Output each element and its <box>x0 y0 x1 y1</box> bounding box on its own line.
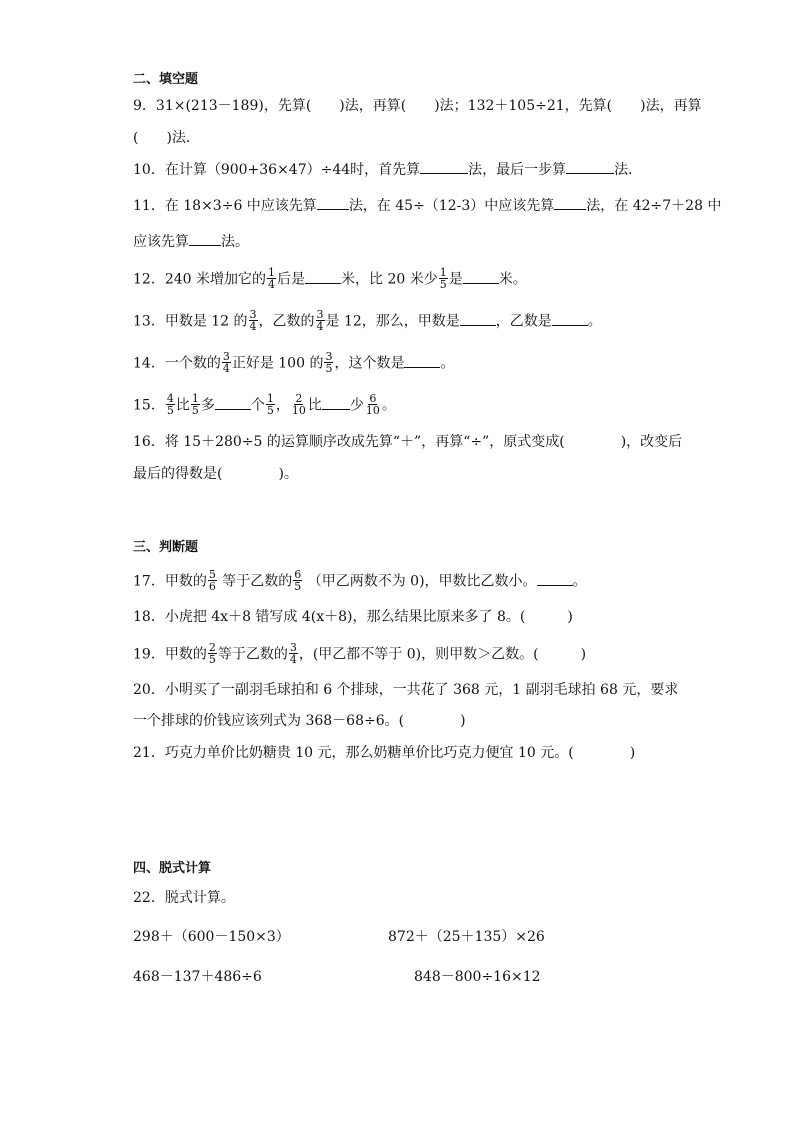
question-18: 18．小虎把 4x＋8 错写成 4(x＋8)，那么结果比原来多了 8。( ) <box>133 609 573 625</box>
question-19: 19．甲数的 $\frac{2}{5}$ 等于乙数的 $\frac{3}{4}$ ，(甲乙都不等于 0)，则甲数＞乙数。( ) <box>133 641 587 666</box>
answer-blank[interactable] <box>404 355 440 368</box>
answer-blank[interactable] <box>554 197 586 210</box>
answer-blank[interactable] <box>420 161 468 174</box>
answer-blank[interactable] <box>322 397 350 410</box>
question-14: 14．一个数的 $\frac{3}{4}$ 正好是 100 的 $\frac{3}{5}$ ，这个数是 。 <box>133 350 455 375</box>
expression-1: 298＋（600－150×3） <box>133 929 290 945</box>
question-11-line-2: 应该先算 法。 <box>133 234 249 250</box>
answer-blank[interactable] <box>317 197 349 210</box>
question-9-line-2: ( )法． <box>133 130 200 146</box>
answer-blank[interactable] <box>566 161 614 174</box>
fraction: $\frac{6}{5}$ <box>294 568 302 593</box>
question-16-line-2: 最后的得数是( )。 <box>133 466 298 482</box>
question-21: 21．巧克力单价比奶糖贵 10 元，那么奶糖单价比巧克力便宜 10 元。( ) <box>133 745 636 761</box>
fraction: $\frac{4}{5}$ <box>166 392 174 417</box>
fraction: $\frac{1}{5}$ <box>266 392 274 417</box>
question-20-line-1: 20．小明买了一副羽毛球拍和 6 个排球，一共花了 368 元，1 副羽毛球拍 68 元，要求 <box>133 682 679 698</box>
fraction: $\frac{1}{5}$ <box>191 392 199 417</box>
question-15: 15． $\frac{4}{5}$ 比 $\frac{1}{5}$ 多 个 $\frac{1}{5}$ ， $\frac{2}{10}$ 比 少 $\frac{6}{10}$ 。 <box>133 392 396 417</box>
answer-blank[interactable] <box>463 271 499 284</box>
question-20-line-2: 一个排球的价钱应该列式为 368－68÷6。( ) <box>133 713 466 729</box>
fraction: $\frac{5}{6}$ <box>208 568 216 593</box>
fraction: $\frac{3}{4}$ <box>316 308 324 333</box>
expression-4: 848－800÷16×12 <box>414 969 541 985</box>
answer-blank[interactable] <box>189 233 221 246</box>
fraction: $\frac{3}{4}$ <box>222 350 230 375</box>
question-13: 13．甲数是 12 的 $\frac{3}{4}$ ，乙数的 $\frac{3}{4}$ 是 12，那么，甲数是 ，乙数是 。 <box>133 308 602 333</box>
section-title-true-false: 三、判断题 <box>133 540 199 555</box>
fraction: $\frac{3}{4}$ <box>289 641 297 666</box>
fraction: $\frac{1}{4}$ <box>268 266 275 291</box>
question-12: 12．240 米增加它的 $\frac{1}{4}$ 后是 米，比 20 米少 $\frac{1}{5}$ 是 米。 <box>133 266 527 291</box>
answer-blank[interactable] <box>537 573 573 586</box>
fraction: $\frac{2}{5}$ <box>208 641 216 666</box>
answer-blank[interactable] <box>215 397 251 410</box>
answer-blank[interactable] <box>460 313 496 326</box>
answer-blank[interactable] <box>305 271 341 284</box>
fraction: $\frac{3}{4}$ <box>249 308 257 333</box>
question-16-line-1: 16．将 15＋280÷5 的运算顺序改成先算“＋”，再算“÷”，原式变成( )，改变后 <box>133 434 683 450</box>
fraction: $\frac{1}{5}$ <box>439 266 447 291</box>
expression-2: 872＋（25＋135）×26 <box>388 929 545 945</box>
question-11-line-1: 11．在 18×3÷6 中应该先算 法，在 45÷（12-3）中应该先算 法，在 42÷7＋28 中 <box>133 198 722 214</box>
question-17: 17．甲数的 $\frac{5}{6}$ 等于乙数的 $\frac{6}{5}$ （甲乙两数不为 0)，甲数比乙数小。 。 <box>133 568 587 593</box>
section-title-step-calculation: 四、脱式计算 <box>133 861 212 876</box>
answer-blank[interactable] <box>552 313 588 326</box>
fraction: $\frac{2}{10}$ <box>291 392 306 417</box>
expression-3: 468－137＋486÷6 <box>133 969 262 985</box>
section-title-fill-blank: 二、填空题 <box>133 72 199 87</box>
fraction: $\frac{3}{5}$ <box>325 350 333 375</box>
fraction: $\frac{6}{10}$ <box>365 392 380 417</box>
question-22-title: 22．脱式计算。 <box>133 890 235 906</box>
question-10: 10．在计算（900+36×47）÷44时，首先算 法，最后一步算 法． <box>133 162 643 178</box>
question-9-line-1: 9．31×(213－189)，先算( )法，再算( )法；132＋105÷21，先算( )法，再算 <box>133 98 702 114</box>
